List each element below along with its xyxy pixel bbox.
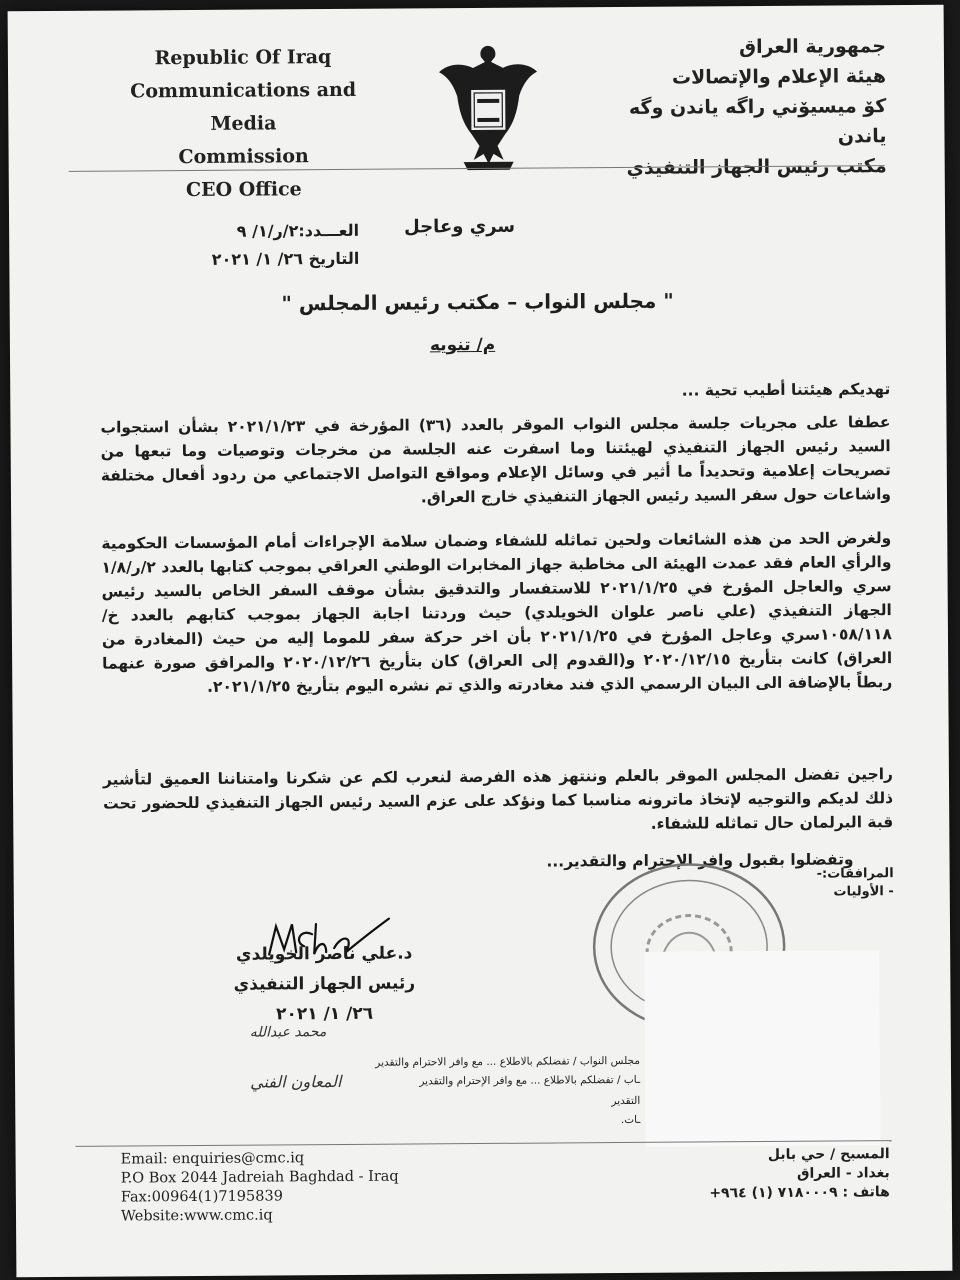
- attachments-block: [784, 865, 894, 902]
- signatory-name: د.علي ناصر الخويلدي: [235, 943, 413, 965]
- attachments-item: - الأوليات: [833, 884, 894, 900]
- reference-date: التاريخ ٢٦/ ١/ ٢٠٢١: [211, 248, 360, 269]
- recipient-title: " مجلس النواب – مكتب رئيس المجلس ": [281, 288, 674, 316]
- paragraph-3: راجين تفضل المجلس الموقر بالعلم وننتهز هذه الفرصة لنعرب لكم عن شكرنا وامتناننا العميق لتأشير ذلك لديكم والتوجيه لإتخاذ ماترونه مناسبا كما ونؤكد على عزم السيد رئيس الجهاز التنفيذي للحضور تحت قبة البرلمان حال تماثله للشفاء.: [102, 765, 894, 833]
- signature-block: [214, 938, 435, 1030]
- iraq-eagle-emblem-icon: [433, 42, 544, 178]
- header-ar-line: جمهورية العراق: [738, 35, 886, 59]
- subject-line: م/ تنويه: [429, 334, 496, 356]
- handwritten-note: المعاون الفني: [250, 1071, 342, 1092]
- header-english: [103, 41, 384, 208]
- footer-arabic: [630, 1145, 890, 1204]
- cc-line: التقدير: [611, 1094, 641, 1108]
- letter-page: [8, 5, 953, 1278]
- footer-city: بغداد - العراق: [796, 1165, 890, 1182]
- header-ar-line: مكتب رئيس الجهاز التنفيذي: [626, 155, 887, 179]
- secrecy-label: سري وعاجل: [404, 215, 516, 238]
- reference-block: [179, 217, 359, 274]
- closing-line: وتفضلوا بقبول وافر الإحترام والتقدير...: [546, 850, 854, 871]
- header-ar-line: كۆ ميسيۆني راگه ياندن وگه ياندن: [628, 95, 887, 148]
- cc-line: مجلس النواب / تفضلكم بالاطلاع ... مع وافر الاحترام والتقدير: [375, 1054, 640, 1069]
- header-en-line: Communications and Media: [130, 78, 357, 135]
- redacted-area: [644, 950, 880, 1147]
- greeting: تهديكم هيئتنا أطيب تحية ...: [681, 380, 891, 400]
- header-en-line: Commission: [178, 145, 309, 169]
- header-ar-line: هيئة الإعلام والإتصالات: [671, 65, 887, 89]
- cc-line: ـات.: [620, 1113, 641, 1127]
- footer-phone: هاتف : ٧١٨٠٠٠٩ (١) ٩٦٤+: [709, 1184, 890, 1202]
- paragraph-1: عطفا على مجريات جلسة مجلس النواب الموقر بالعدد (٣٦) المؤرخة في ٢٠٢١/١/٢٣ بشأن استجواب السيد رئيس الجهاز التنفيذي لهيئتنا وما اسفرت عنه الجلسة من مخرجات وتوصيات وما تبعها من تصريحات إعلامية وتحديداً ما أثير في وسائل الإعلام ومواقع التواصل الاجتماعي من ردود أفعال مختلفة واشاعات حول سفر السيد رئيس الجهاز التنفيذي خارج العراق.: [100, 413, 892, 507]
- header-en-line: CEO Office: [185, 178, 302, 202]
- footer-address: المسبح / حي بابل: [767, 1146, 890, 1164]
- footer-pobox: P.O Box 2044 Jadreiah Baghdad - Iraq: [120, 1168, 399, 1187]
- signatory-title: رئيس الجهاز التنفيذي: [233, 973, 416, 995]
- reference-number: العـــدد:٢/ر/١/ ٩: [236, 220, 360, 241]
- signature-date: ٢٦/ ١/ ٢٠٢١: [276, 1003, 374, 1025]
- header-arabic: [586, 31, 887, 183]
- footer-fax: Fax:00964(1)7195839: [120, 1188, 283, 1206]
- paragraph-2: ولغرض الحد من هذه الشائعات ولحين تماثله للشفاء وضمان سلامة الإجراءات أمام المؤسسات الحكومية والرأي العام فقد عمدت الهيئة الى مخاطبة جهاز المخابرات الوطني العراقي بموجب كتابها بالعدد ٢/ر/١/٨ سري والعاجل المؤرخ في ٢٠٢١/١/٢٥ للاستفسار والتدقيق بشأن موقف السفر الخاص بالسيد رئيس الجهاز التنفيذي (علي ناصر علوان الخويلدي) حيث وردتنا اجابة الجهاز بموجب كتابهم بالعدد خ/١٠٥٨/١١٨سري وعاجل المؤرخ في ٢٠٢١/١/٢٥ بأن اخر حركة سفر للموما إليه من حيث (المغادرة من العراق) كانت بتأريخ ٢٠٢٠/١٢/١٥ و(القدوم إلى العراق) كان بتأريخ ٢٠٢٠/١٢/٢٦ والمرافق صورة عنهما ربطاً بالإضافة الى البيان الرسمي الذي فند مغادرته والذي تم نشره اليوم بتأريخ ٢٠٢١/١/٢٥.: [101, 529, 893, 696]
- handwritten-note: محمد عبدالله: [249, 1024, 327, 1041]
- footer-email: Email: enquiries@cmc.iq: [120, 1150, 305, 1168]
- attachments-label: المرافقات:-: [816, 866, 894, 882]
- footer-website: Website:www.cmc.iq: [120, 1207, 273, 1225]
- footer-english: [121, 1148, 482, 1227]
- cc-line: ـاب / تفضلكم بالاطلاع ... مع وافر الإحترام والتقدير: [419, 1073, 641, 1088]
- header-en-line: Republic Of Iraq: [154, 46, 332, 70]
